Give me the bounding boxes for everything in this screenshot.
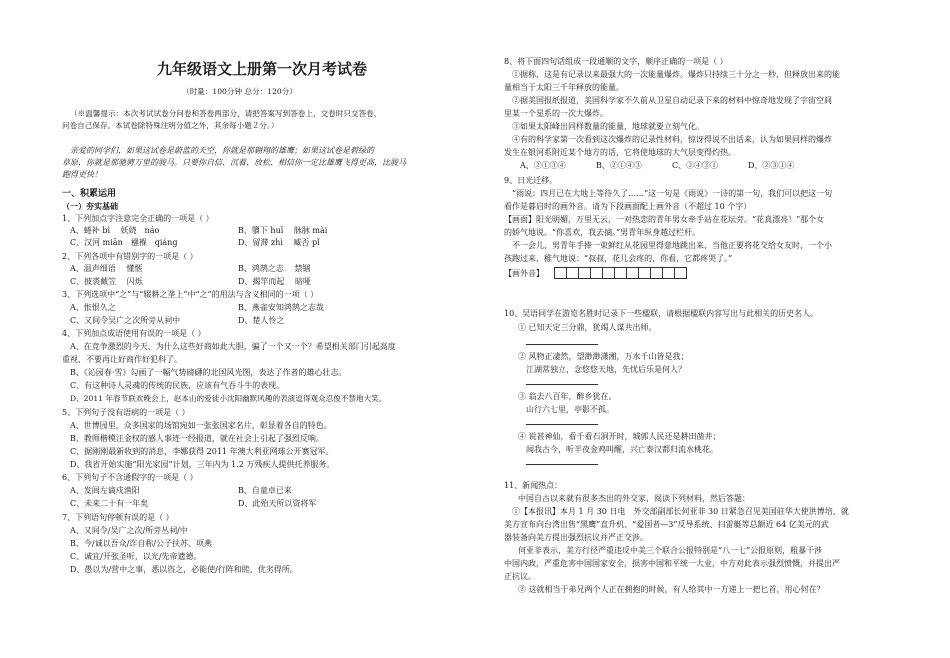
option-c: C、②④③①	[672, 161, 719, 170]
passage-line: 何亚非表示，美方行径严重违反中美三个联合公报特别是“八一七”公报原则，粗暴干涉	[518, 546, 823, 555]
passage-line: ①【本报讯】本月 1 月 30 日电 外交部副部长何亚非 30 日紧急召见美国驻华大使洪博培，就	[512, 507, 849, 516]
passage-line: “雨说：四月已在大地上等待久了……”这一句是《雨说》一诗的第一句，我们可以把这一句	[512, 189, 833, 198]
question-6-stem: 6、下列句子不含通假字的一项是（ ）	[62, 473, 198, 482]
answer-cell[interactable]	[674, 267, 687, 279]
answer-blank[interactable]	[526, 424, 598, 425]
notice-line: （※温馨提示：本次考试试卷分问卷和答卷两部分，请把答案写到答卷上，交卷时只交答卷，	[70, 109, 382, 118]
passage-line: 中国内政，严重危害中国国家安全，损害中国和平统一大业，中方对此表示强烈愤慨，并提出严	[504, 559, 840, 568]
couplet-line: ① 已知天定三分鼎，犹竭人谋共出师。	[518, 323, 657, 332]
passage-line: ②据美国报纸报道，美国科学家不久前从卫星自动记录下来的材料中惊奇地发现了宇宙空间	[512, 96, 832, 105]
question-10-stem: 10、吴语同学在游览名胜时记录下一些楹联，请根据楹联内容写出与此相关的历史名人。	[504, 309, 819, 318]
greeting-line: 跑得更快！	[62, 170, 102, 179]
passage-line: ①据称，这是有记录以来最强大的一次能量爆炸。爆炸只持续三十分之一秒，但释放出来的能	[512, 70, 840, 79]
option-line: C、诚宜/开张圣听，以光/先帝遗德。	[70, 552, 202, 561]
option-b: B、隳下 huī 脉脉 mài	[238, 226, 328, 235]
couplet-line: ④ 说甚神仙，看千看石洞开时，城郭人民还是耕田凿井；	[518, 432, 721, 441]
option-a: A、温声细语 懂惬	[70, 264, 143, 273]
passage-line: 量相当于太阳三千年释放的能量。	[504, 83, 624, 92]
question-4-stem: 4、下列加点成语使用有误的一项是（ ）	[62, 329, 206, 338]
subsection-heading: （一）夯实基础	[62, 201, 118, 211]
couplet-line: 闻我古今，听半夜金鸡叫醒，兴亡泰汉都归流水桃花。	[526, 445, 718, 454]
option-line: D、我省开始实施“阳光家园”计划，三年内为 1.2 万残疾人提供托养服务。	[70, 460, 335, 469]
option-line: B、《沁园春·雪》勾画了一幅气势磅礴的北国风光图，表达了作者的雄心壮志。	[70, 368, 347, 377]
question-3-stem: 3、下列选项中“之”与“辍耕之垄上”中“之”的用法与含义相同的一项（ ）	[62, 290, 319, 299]
option-a: A、蜷补 bì 妖娆 náo	[70, 226, 160, 235]
couplet-line: ② 风物正凄然，望渺渺潇湘，万水千山皆是我；	[518, 352, 689, 361]
passage-line: 孩跑过来，稚气地说：“叔叔，花儿会疼的，你看，它都疼哭了。”	[504, 254, 733, 263]
option-d: D、揭竿而起 暗哑	[238, 277, 311, 286]
option-line: D、2011 年春节联欢晚会上，赵本山的爱徒小沈阳幽默风趣的表演逗得观众忍俊不禁地大笑。	[70, 394, 387, 403]
section-heading: 一、积累运用	[62, 189, 117, 199]
option-b: B、鸿鹄之志 禁锢	[238, 264, 311, 273]
option-line: 重视，不要再让好商作好犯科了。	[62, 355, 182, 364]
passage-line: 不一会儿，男青年手捧一束鲜红从花园里得意地跳出来，当他正要将花交给女友时，一个小	[512, 241, 832, 250]
passage-line: 器装备向美方提出强烈抗议并严正交涉。	[504, 533, 648, 542]
option-line: A、在竞争激烈的今天，为什么这些好商如此大胆，骗了一个又一个？希望相关部门引起高度	[70, 342, 396, 351]
option-line: B、今/诚以吾众/诈自称/公子扶苏、项燕	[70, 539, 212, 548]
option-line: B、教师楷模汪金权的感人事迹一经报道，就在社会上引起了强烈反响。	[70, 434, 324, 443]
option-d: D、②③①④	[748, 161, 795, 170]
option-d: D、留滞 zhì 臧否 pǐ	[238, 238, 320, 247]
question-5-stem: 5、下列句子没有语病的一项是（ ）	[62, 408, 190, 417]
option-b: B、燕雀安知鸿鹄之志哉	[238, 303, 324, 312]
option-b: B、②①④③	[596, 161, 642, 170]
question-7-stem: 7、下列语句停顿有误的是（ ）	[62, 513, 174, 522]
exam-meta: （时量：100分钟 总分：120分）	[182, 87, 297, 96]
greeting-line: 亲爱的同学们，如果这试卷是蔚蓝的天空，你就是那翱翔的雄鹰；如果这试卷是碧绿的	[70, 146, 374, 155]
option-d: D、此殆天所以资将军	[238, 499, 317, 508]
option-c: C、汉河 miān 襁褓 qiáng	[70, 238, 178, 247]
option-a: A、发闾左谪戍渔阳	[70, 486, 140, 495]
option-line: C、有这种诗人灵魂的传统的民族，应该有气吞斗牛的表现。	[70, 381, 285, 390]
passage-line: 美方宣布向台湾出售“黑鹰”直升机、“爱国者—3”反导系统、扫雷艇等总额近 64 亿美元的武	[504, 520, 829, 529]
option-line: A、世博园里，众多国家的场馆宛如一张张国家名片，彰显着各自的特色。	[70, 421, 332, 430]
voiceover-label: 【画外音】	[504, 269, 544, 278]
option-line: C、据刚刚最新收到的消息，李娜获得 2011 年澳大利亚网球公开赛冠军。	[70, 447, 334, 456]
option-line: D、愚以为/营中之事，悉以咨之，必能使/行阵和睦，优劣得所。	[70, 565, 298, 574]
couplet-line: 江湖常独立，念悠悠天地，先忧后乐是何人？	[526, 365, 686, 374]
notice-line: 问卷自己保存。本试卷除特殊注明分值之外，其余每小题２分。）	[62, 121, 279, 130]
question-8-stem: 8、将下面四句话组成一段通顺的文字，顺序正确的一项是（ ）	[504, 57, 728, 66]
option-a: A、怅恨久之	[70, 303, 116, 312]
option-line: A、又间令/吴广之次/所旁丛祠/中	[70, 526, 188, 535]
question-1-stem: 1、下列加点字注意完全正确的一项是（ ）	[62, 214, 214, 223]
passage-line: 的娇气地说。“你喜欢，我去摘。”男青年纵身越过栏杆。	[504, 228, 701, 237]
passage-line: ② 这就相当于弟兄两个人正在拥抱的时候，有人给其中一方递上一把匕首，用心何在？	[518, 585, 825, 594]
option-c: C、未来二十有一年矣	[70, 499, 149, 508]
option-b: B、自童卓已来	[238, 486, 292, 495]
answer-blank[interactable]	[526, 384, 598, 385]
passage-line: 里某一个星系的一次大爆炸。	[504, 109, 608, 118]
question-9-stem: 9、日光迁移。	[504, 176, 558, 185]
passage-line: 发生在银河系附近某个地方的话，它将使地球的大气层变得灼热。	[504, 148, 736, 157]
passage-line: ③如果太阳峰出同样数量的能量，地球就要立刻气化。	[512, 122, 704, 131]
passage-line: 【画面】阳光明媚，万里无云，一对热恋的青年男女牵手站在花坛旁。“花真漂亮！”那个女	[504, 215, 825, 224]
passage-line: 正抗议。	[504, 572, 536, 581]
passage-line: 看作是暮启时的画外音。请为下段画面配上画外音（不超过 10 个字）	[504, 202, 752, 211]
page-title: 九年级语文上册第一次月考试卷	[156, 60, 367, 78]
option-c: C、又间令吴广之次所旁从祠中	[70, 316, 181, 325]
greeting-line: 草原，你就是那驰骋万里的骏马。只要你自信、沉着、放松、相信你一定比雄鹰飞得更高，比骏马	[62, 158, 406, 167]
option-d: D、楚人怜之	[238, 316, 285, 325]
passage-line: ④有的科学家第一次看到这次爆炸的记录性材料，惊讶得说不出话来，认为如果同样的爆炸	[512, 135, 832, 144]
couplet-line: ③ 翁去八百年，醉乡犹在。	[518, 392, 617, 401]
question-2-stem: 2、下列各项中有错别字的一项是（ ）	[62, 252, 198, 261]
question-11-stem: 11、新闻热点：	[504, 481, 563, 490]
option-a: A、②①③④	[520, 161, 566, 170]
passage-line: 中国自古以来就有很多杰出的外交家，阅读下列材料，然后答题：	[518, 494, 750, 503]
option-c: C、披裘戴笠 闪烁	[70, 277, 143, 286]
voiceover-answer-grid[interactable]	[554, 267, 686, 279]
answer-blank[interactable]	[526, 344, 598, 345]
answer-blank[interactable]	[526, 464, 598, 465]
couplet-line: 山行六七里，亭影不孤。	[526, 405, 614, 414]
